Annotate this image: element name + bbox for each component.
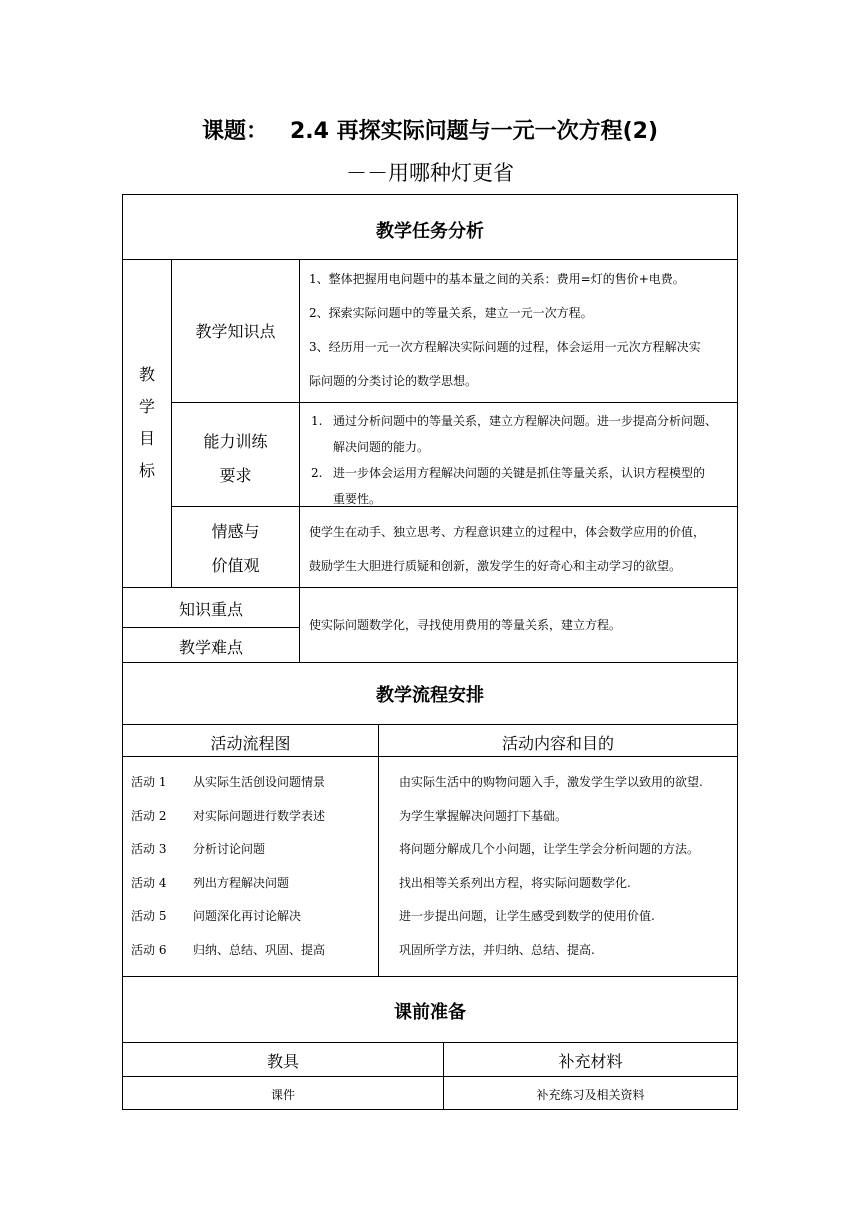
prep-tools-value: 课件 — [270, 1088, 295, 1102]
lesson-plan-table — [122, 194, 738, 1110]
key-point-label: 知识重点 — [178, 600, 243, 619]
process-col-flowchart: 活动流程图 — [210, 734, 291, 753]
lesson-subtitle: －－用哪种灯更省 — [346, 161, 514, 185]
list-item: 巩固所学方法，并归纳、总结、提高. — [399, 942, 595, 957]
section-process-heading: 教学流程安排 — [376, 685, 484, 706]
list-item: 对实际问题进行数学表述 — [193, 808, 326, 823]
emotion-label: 情感与 价值观 — [211, 522, 260, 575]
lesson-title-prefix: 课题： — [201, 119, 268, 144]
knowledge-label: 教学知识点 — [195, 322, 276, 341]
list-item: 活动 3 — [131, 842, 167, 857]
lesson-title-main: 2.4 再探实际问题与一元一次方程(2) — [289, 119, 659, 144]
lesson-title — [0, 114, 860, 145]
section-task-analysis-heading: 教学任务分析 — [376, 221, 484, 242]
prep-col-materials: 补充材料 — [558, 1052, 623, 1071]
goal-vertical-label: 教 学 目 标 — [138, 365, 155, 480]
list-item: 归纳、总结、巩固、提高 — [193, 942, 326, 957]
list-item: 问题深化再讨论解决 — [193, 909, 302, 924]
list-item: 活动 6 — [131, 942, 167, 957]
activity-purposes — [399, 766, 703, 968]
emotion-text: 使学生在动手、独立思考、方程意识建立的过程中，体会数学应用的价值， 鼓励学生大胆进行质疑和创新，激发学生的好奇心和主动学习的欲望。 — [309, 525, 706, 573]
prep-col-tools: 教具 — [266, 1052, 299, 1071]
difficulty-label: 教学难点 — [178, 638, 243, 657]
knowledge-item: 际问题的分类讨论的数学思想。 — [309, 374, 478, 388]
list-item: 1. 通过分析问题中的等量关系，建立方程解决问题。进一步提高分析问题、 解决问题的能力。 — [311, 414, 718, 454]
list-item: 活动 2 — [131, 808, 167, 823]
list-item: 活动 5 — [131, 909, 167, 924]
prep-materials-value: 补充练习及相关资料 — [536, 1088, 645, 1102]
list-item: 列出方程解决问题 — [193, 875, 290, 890]
list-item: 分析讨论问题 — [193, 842, 266, 857]
key-difficulty-text: 使实际问题数学化，寻找使用费用的等量关系，建立方程。 — [309, 618, 622, 632]
list-item: 为学生掌握解决问题打下基础。 — [399, 808, 568, 823]
list-item: 进一步提出问题，让学生感受到数学的使用价值. — [399, 909, 655, 924]
activity-ids — [131, 766, 166, 968]
list-item: 活动 1 — [131, 775, 167, 789]
list-item: 活动 4 — [131, 875, 167, 890]
knowledge-item: 1、整体把握用电问题中的基本量之间的关系：费用=灯的售价+电费。 — [309, 272, 685, 286]
list-item: 从实际生活创设问题情景 — [193, 775, 326, 789]
section-preparation-heading: 课前准备 — [394, 1002, 466, 1023]
ability-items — [303, 408, 735, 512]
list-item: 将问题分解成几个小问题，让学生学会分析问题的方法。 — [399, 842, 700, 857]
list-item: 由实际生活中的购物问题入手，激发学生学以致用的欲望. — [399, 775, 703, 789]
list-item: 找出相等关系列出方程，将实际问题数学化. — [399, 875, 631, 890]
list-item: 2. 进一步体会运用方程解决问题的关键是抓住等量关系，认识方程模型的 重要性。 — [311, 466, 706, 506]
ability-label: 能力训练 要求 — [203, 432, 268, 485]
knowledge-item: 2、探索实际问题中的等量关系，建立一元一次方程。 — [309, 306, 593, 320]
activity-names — [193, 766, 325, 968]
knowledge-items — [309, 262, 733, 398]
knowledge-item: 3、经历用一元一次方程解决实际问题的过程，体会运用一元次方程解决实 — [309, 340, 701, 354]
process-col-purpose: 活动内容和目的 — [501, 734, 614, 753]
